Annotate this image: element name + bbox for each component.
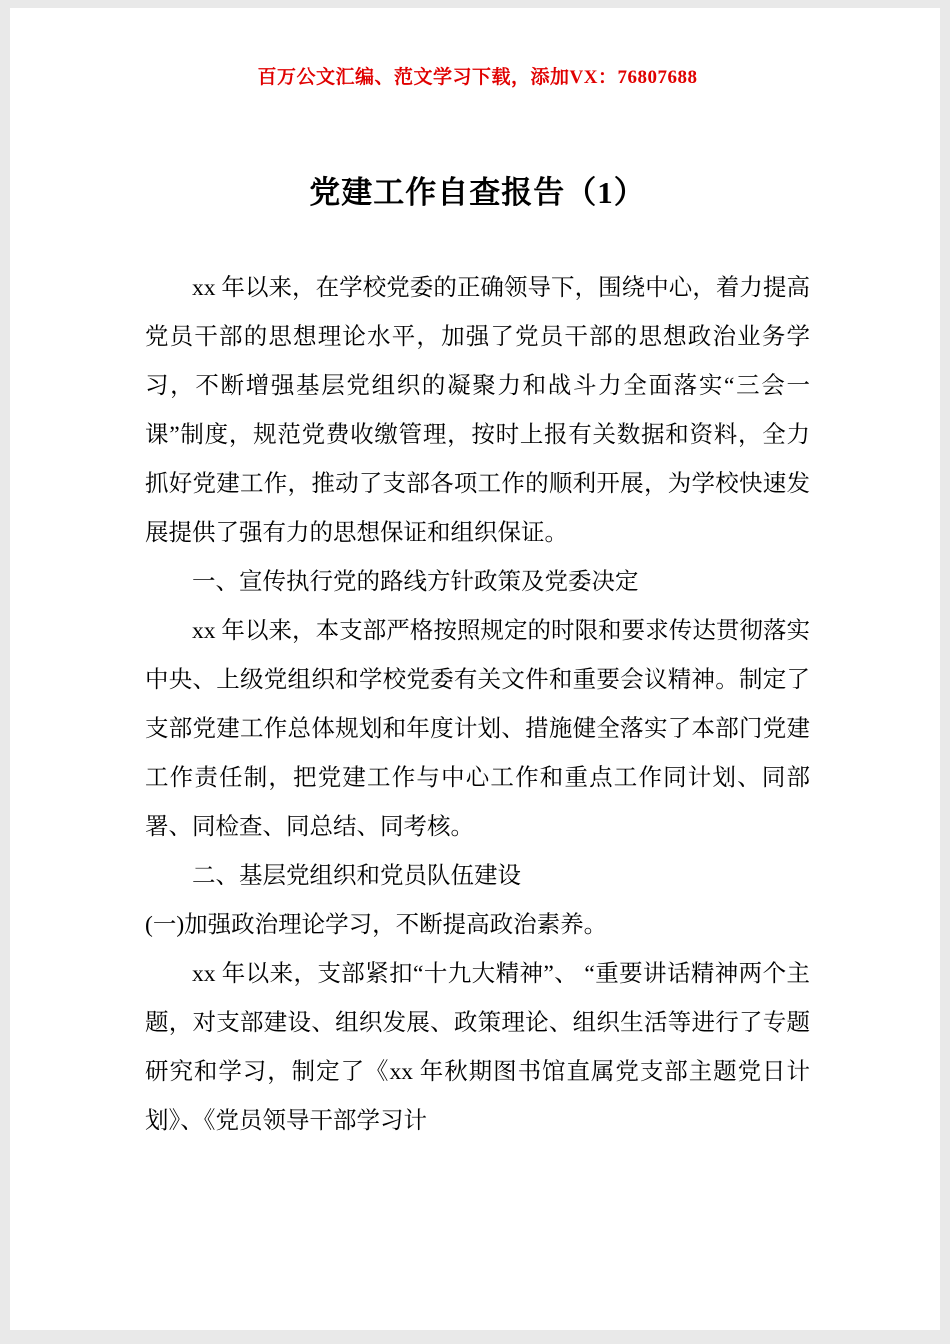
paragraph: xx 年以来，支部紧扣“十九大精神”、 “重要讲话精神两个主题，对支部建设、组织发展、政策理论、组织生活等进行了专题研究和学习，制定了《xx 年秋期图书馆直属党支部主题党日计划》、《党员领导干部学习计: [145, 961, 810, 1134]
section-heading: 一、宣传执行党的路线方针政策及党委决定: [192, 569, 639, 595]
section-subheading: (一)加强政治理论学习，不断提高政治素养。: [145, 912, 608, 938]
page-content: [10, 8, 940, 1146]
paragraph: xx 年以来，在学校党委的正确领导下，围绕中心，着力提高党员干部的思想理论水平，加强了党员干部的思想政治业务学习，不断增强基层党组织的凝聚力和战斗力全面落实“三会一课”制度，规范党费收缴管理，按时上报有关数据和资料，全力抓好党建工作，推动了支部各项工作的顺利开展，为学校快速发展提供了强有力的思想保证和组织保证。: [145, 275, 810, 546]
document-body: [145, 264, 810, 1146]
document-page: [10, 8, 940, 1330]
document-title: 党建工作自查报告（1）: [309, 175, 646, 210]
section-heading: 二、基层党组织和党员队伍建设: [192, 863, 521, 889]
paragraph: xx 年以来，本支部严格按照规定的时限和要求传达贯彻落实中央、上级党组织和学校党委有关文件和重要会议精神。制定了支部党建工作总体规划和年度计划、措施健全落实了本部门党建工作责任制，把党建工作与中心工作和重点工作同计划、同部署、同检查、同总结、同考核。: [145, 618, 810, 840]
header-notice: 百万公文汇编、范文学习下载，添加VX：76807688: [257, 67, 698, 88]
